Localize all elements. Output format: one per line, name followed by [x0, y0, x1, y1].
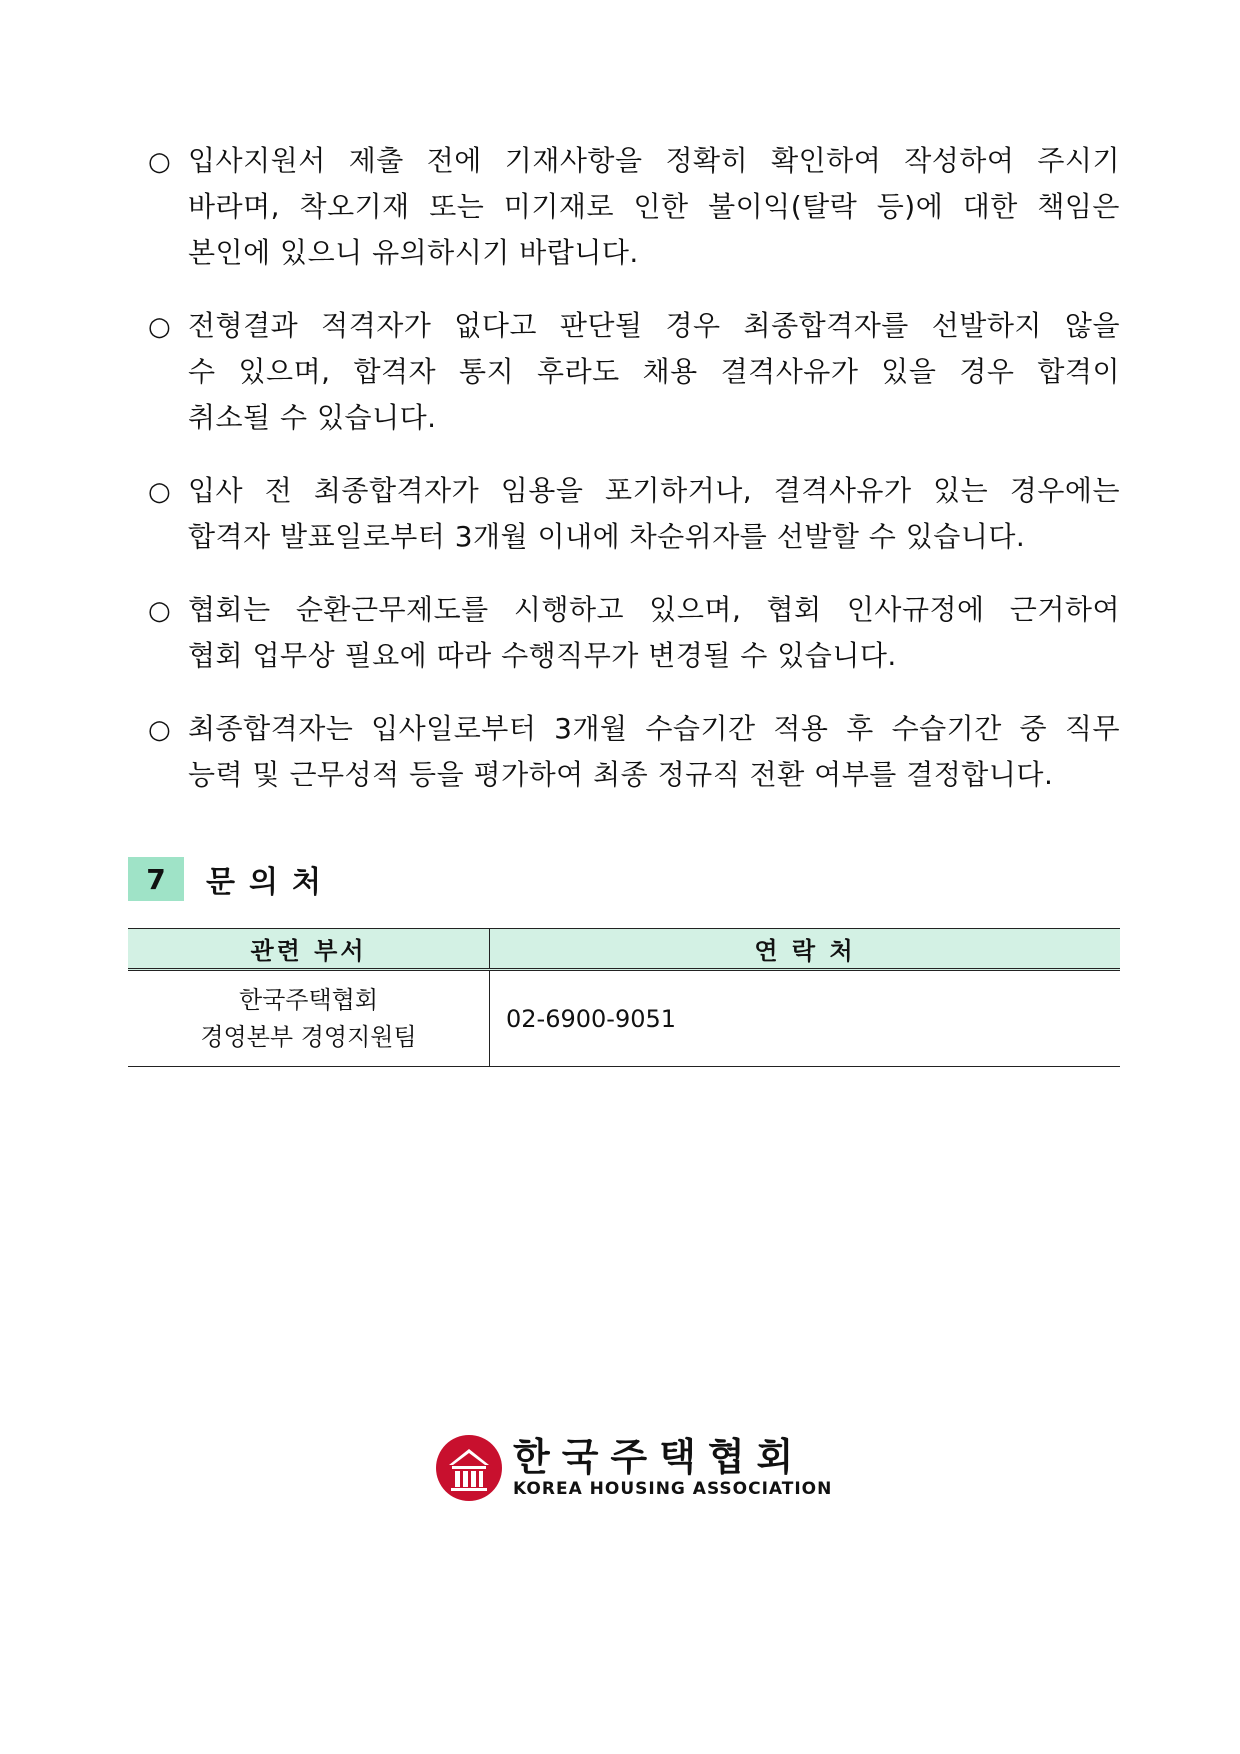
column-header-contact: 연 락 처 [490, 929, 1121, 970]
table-header-row [128, 929, 1120, 970]
notice-line: 바라며, 착오기재 또는 미기재로 인한 불이익(탈락 등)에 대한 책임은 [188, 190, 1120, 223]
logo-korean-name: 한국주택협회 [513, 1435, 806, 1479]
notice-list [148, 138, 1120, 825]
notice-item [148, 303, 1120, 441]
notice-line: 취소될 수 있습니다. [188, 401, 437, 434]
bullet-circle-icon: ○ [148, 312, 171, 342]
table-row [128, 970, 1120, 1067]
notice-line: 수 있으며, 합격자 통지 후라도 채용 결격사유가 있을 경우 합격이 [188, 355, 1120, 388]
notice-line: 최종합격자는 입사일로부터 3개월 수습기간 적용 후 수습기간 중 직무 [188, 712, 1120, 745]
notice-item [148, 468, 1120, 560]
notice-line: 입사지원서 제출 전에 기재사항을 정확히 확인하여 작성하여 주시기 [188, 144, 1120, 177]
notice-line: 합격자 발표일로부터 3개월 이내에 차순위자를 선발할 수 있습니다. [188, 520, 1026, 553]
phone-number: 02-6900-9051 [490, 970, 1121, 1067]
notice-item [148, 706, 1120, 798]
bullet-circle-icon: ○ [148, 596, 171, 626]
logo-english-name: KOREA HOUSING ASSOCIATION [513, 1479, 833, 1499]
contact-table [128, 928, 1120, 1067]
bullet-circle-icon: ○ [148, 147, 171, 177]
section-number-badge: 7 [128, 857, 184, 901]
section-heading [128, 857, 335, 901]
notice-line: 능력 및 근무성적 등을 평가하여 최종 정규직 전환 여부를 결정합니다. [188, 758, 1054, 791]
notice-line: 입사 전 최종합격자가 임용을 포기하거나, 결격사유가 있는 경우에는 [188, 474, 1120, 507]
department-name: 한국주택협회 [238, 985, 379, 1014]
department-team: 경영본부 경영지원팀 [200, 1022, 417, 1051]
department-cell [128, 970, 490, 1067]
notice-item [148, 138, 1120, 276]
column-header-department: 관련 부서 [128, 929, 490, 970]
notice-line: 전형결과 적격자가 없다고 판단될 경우 최종합격자를 선발하지 않을 [188, 309, 1120, 342]
bullet-circle-icon: ○ [148, 715, 171, 745]
notice-line: 본인에 있으니 유의하시기 바랍니다. [188, 236, 639, 269]
notice-line: 협회 업무상 필요에 따라 수행직무가 변경될 수 있습니다. [188, 639, 897, 672]
bullet-circle-icon: ○ [148, 477, 171, 507]
association-logo [435, 1434, 832, 1502]
logo-text [513, 1436, 832, 1500]
house-emblem-icon [435, 1434, 503, 1502]
notice-item [148, 587, 1120, 679]
section-title: 문의처 [206, 865, 335, 900]
notice-line: 협회는 순환근무제도를 시행하고 있으며, 협회 인사규정에 근거하여 [188, 593, 1120, 626]
